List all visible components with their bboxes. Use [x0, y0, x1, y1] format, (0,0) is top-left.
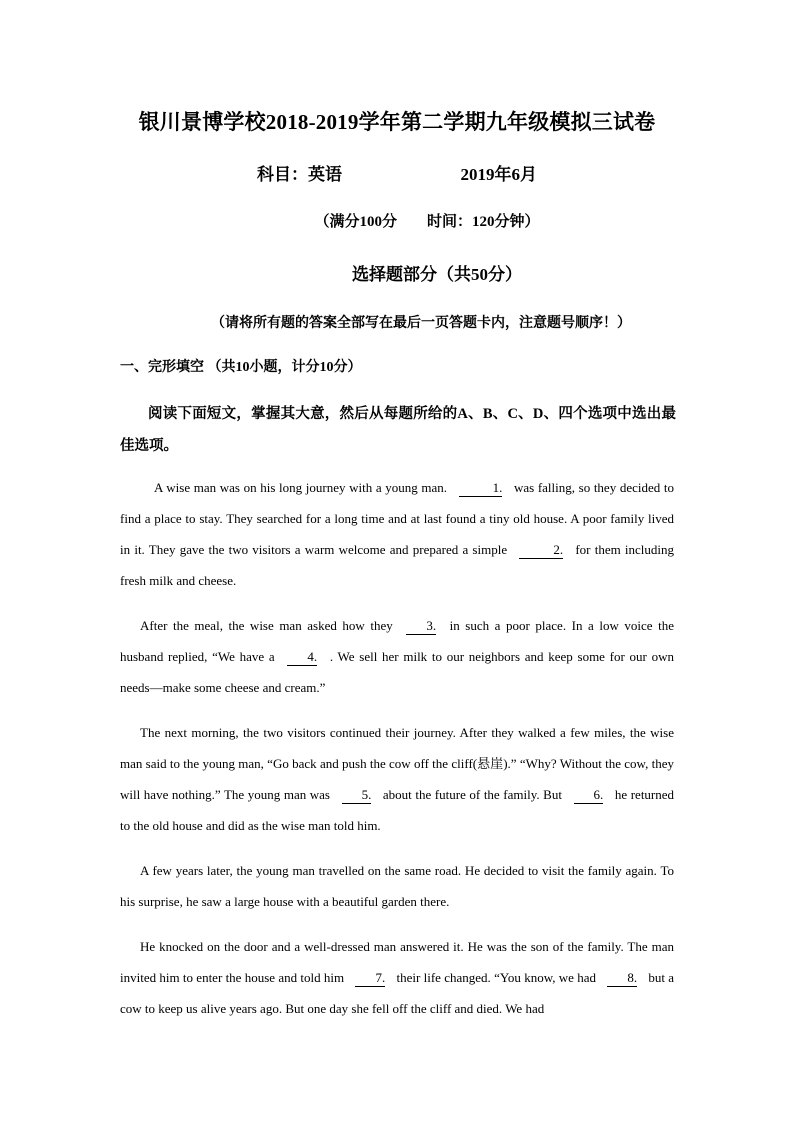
paragraph-text: After the meal, the wise man asked how they	[140, 618, 393, 633]
section-heading: 选择题部分（共50分）	[352, 265, 522, 284]
paragraph-text: A wise man was on his long journey with a young man.	[154, 480, 447, 495]
blank-6: 6.	[574, 787, 604, 804]
paragraph-text: in such a poor place. In a low voice the husband replied, “We have a	[120, 618, 674, 664]
exam-date: 2019年6月	[460, 165, 537, 184]
blank-5: 5.	[342, 787, 372, 804]
answer-sheet-note: （请将所有题的答案全部写在最后一页答题卡内，注意题号顺序！）	[211, 316, 631, 331]
passage-paragraph	[120, 855, 674, 917]
paragraph-text: but a cow to keep us alive years ago. But one day she fell off the cliff and died. We had	[120, 970, 675, 1016]
paragraph-text: about the future of the family. But	[382, 787, 562, 802]
blank-2: 2.	[519, 542, 563, 559]
paragraph-text: for them including fresh milk and cheese.	[120, 542, 675, 588]
paragraph-text: A few years later, the young man travelled on the same road. He decided to visit the family again. To his surprise, he saw a large house with a beautiful garden there.	[120, 863, 674, 909]
passage-paragraph	[120, 472, 674, 596]
paragraph-text: their life changed. “You know, we had	[396, 970, 597, 985]
passage-paragraph	[120, 717, 674, 841]
subject-line	[0, 160, 794, 185]
blank-3: 3.	[406, 618, 436, 635]
exam-title: 银川景博学校2018-2019学年第二学期九年级模拟三试卷	[138, 110, 656, 134]
part-one-heading: 一、完形填空 （共10小题，计分10分）	[120, 360, 362, 375]
paragraph-text: The next morning, the two visitors continued their journey. After they walked a few miles, the wise man said to the young man, “Go back and push the cow off the cliff(悬崖).” “Why? Without the cow, they will have nothing.” The young man was	[120, 725, 674, 802]
blank-1: 1.	[459, 480, 503, 497]
paragraph-text: was falling, so they decided to find a place to stay. They searched for a long time and at last found a tiny old house. A poor family lived in it. They gave the two visitors a warm welcome and prepared a simple	[120, 480, 674, 557]
passage-paragraph	[120, 610, 674, 703]
score-time-line: （满分100分 时间：120分钟）	[314, 214, 540, 230]
subject-label: 科目：英语	[257, 165, 342, 184]
paragraph-text: . We sell her milk to our neighbors and keep some for our own needs—make some cheese and cream.”	[120, 649, 674, 695]
blank-7: 7.	[355, 970, 385, 987]
passage-paragraph	[120, 931, 674, 1024]
part-one-instruction: 阅读下面短文，掌握其大意，然后从每题所给的A、B、C、D、四个选项中选出最佳选项。	[120, 406, 676, 454]
paragraph-text: he returned to the old house and did as the wise man told him.	[120, 787, 675, 833]
blank-4: 4.	[287, 649, 317, 666]
paragraph-text: He knocked on the door and a well-dressed man answered it. He was the son of the family. The man invited him to enter the house and told him	[120, 939, 674, 985]
blank-8: 8.	[607, 970, 637, 987]
